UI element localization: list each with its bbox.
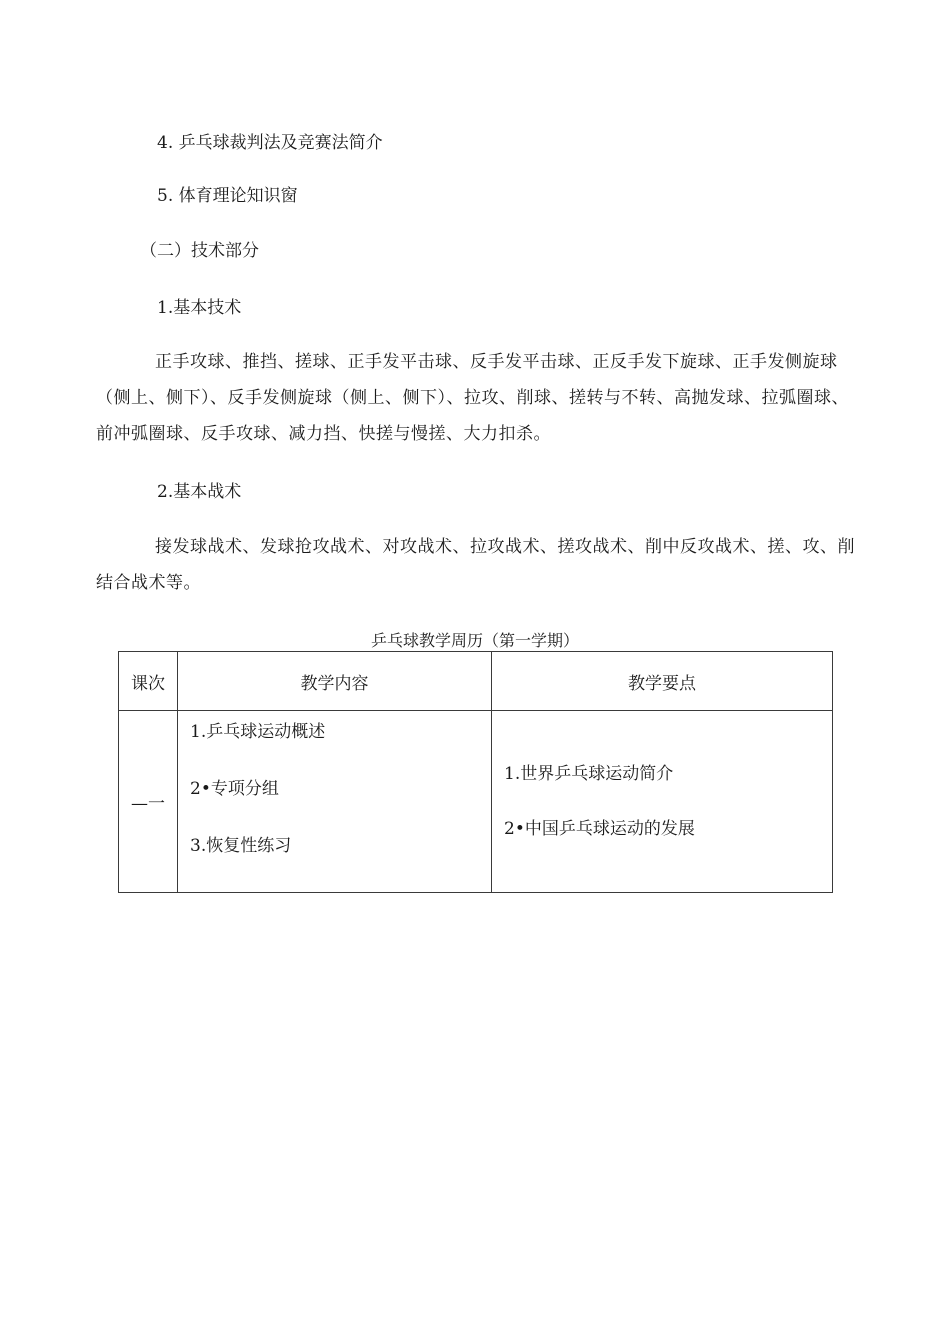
- content-item: 2•专项分组: [190, 779, 279, 799]
- header-content: 教学内容: [178, 652, 492, 711]
- table-row: [119, 711, 833, 893]
- section-heading-technique: （二）技术部分: [140, 241, 259, 261]
- teaching-calendar-table: [118, 651, 833, 893]
- outline-item-5: 5. 体育理论知识窗: [157, 186, 298, 206]
- table-header-row: [119, 652, 833, 711]
- lesson-number-cell: —一: [119, 711, 178, 893]
- subheading-basic-tactics: 2.基本战术: [157, 482, 242, 502]
- points-item: 2•中国乒乓球运动的发展: [504, 819, 695, 839]
- content-item: 3.恢复性练习: [190, 836, 292, 856]
- teaching-points-cell: [492, 711, 833, 893]
- content-item: 1.乒乓球运动概述: [190, 722, 326, 742]
- subheading-basic-technique: 1.基本技术: [157, 298, 242, 318]
- header-points: 教学要点: [492, 652, 833, 711]
- points-item: 1.世界乒乓球运动简介: [504, 764, 674, 784]
- header-lesson: 课次: [119, 652, 178, 711]
- paragraph-basic-tactics: 接发球战术、发球抢攻战术、对攻战术、拉攻战术、搓攻战术、削中反攻战术、搓、攻、削结合战术等。: [96, 537, 855, 593]
- paragraph-basic-technique: 正手攻球、推挡、搓球、正手发平击球、反手发平击球、正反手发下旋球、正手发侧旋球（侧上、侧下）、反手发侧旋球（侧上、侧下）、拉攻、削球、搓转与不转、高抛发球、拉弧圈球、前冲弧圈球、反手攻球、减力挡、快搓与慢搓、大力扣杀。: [96, 352, 849, 444]
- table-title: 乒乓球教学周历（第一学期）: [370, 631, 579, 650]
- outline-item-4: 4. 乒乓球裁判法及竞赛法简介: [157, 133, 383, 153]
- teaching-content-cell: [178, 711, 492, 893]
